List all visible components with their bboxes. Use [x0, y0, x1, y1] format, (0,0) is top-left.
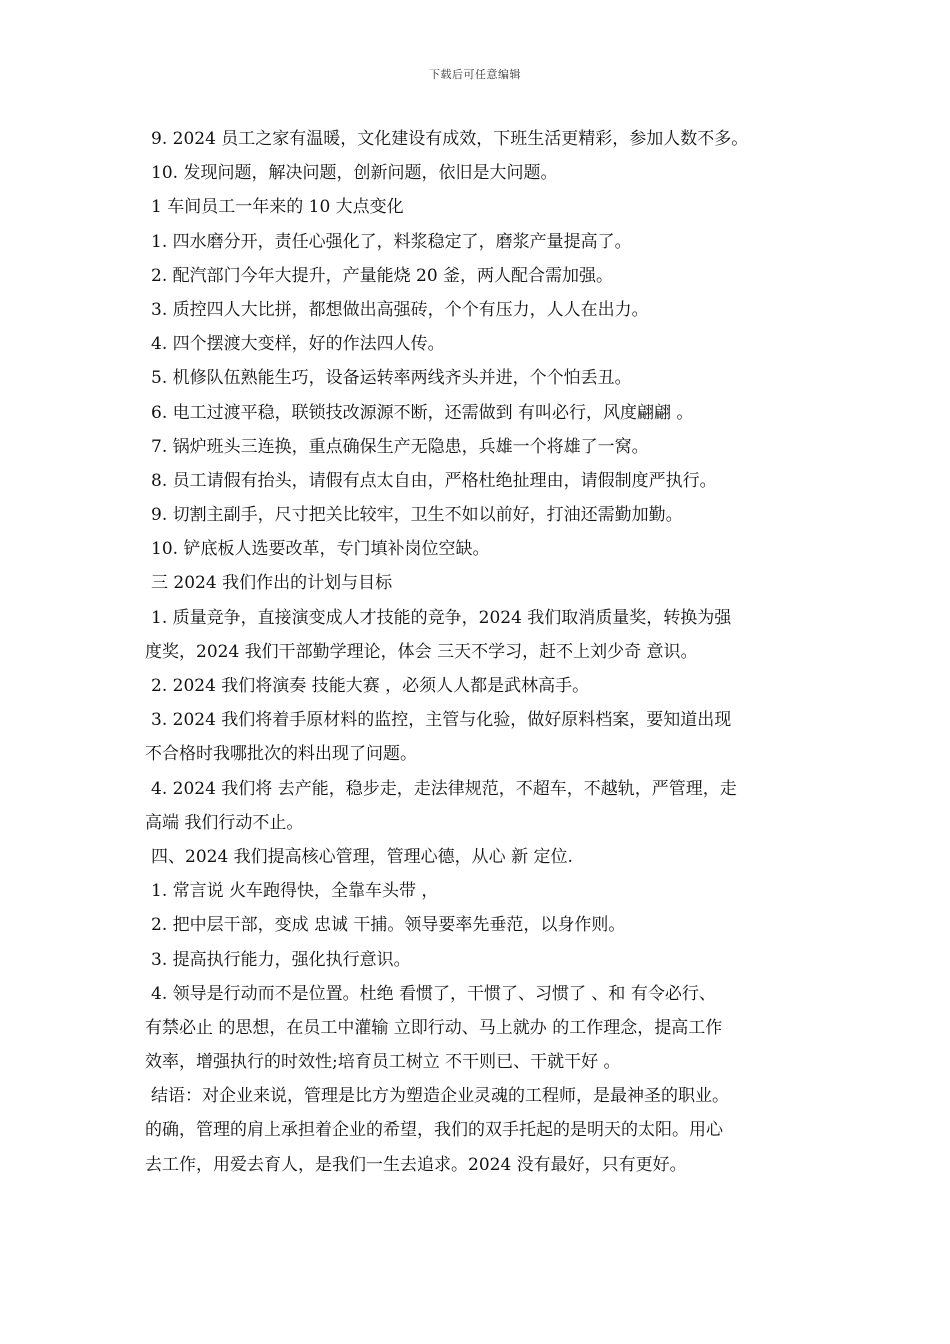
- text-line: 7. 锅炉班头三连换，重点确保生产无隐患，兵雄一个将雄了一窝。: [151, 436, 649, 457]
- text-line: 4. 2024 我们将 去产能，稳步走，走法律规范，不超车，不越轨，严管理，走: [151, 778, 737, 799]
- text-line: 2. 2024 我们将演奏 技能大赛 ，必须人人都是武林高手。: [151, 676, 590, 696]
- text-line: 3. 提高执行能力，强化执行意识。: [151, 949, 411, 970]
- text-line: 9. 2024 员工之家有温暖，文化建设有成效，下班生活更精彩，参加人数不多。: [151, 129, 749, 149]
- text-line: 四、2024 我们提高核心管理，管理心德，从心 新 定位.: [151, 846, 573, 867]
- text-line: 的确，管理的肩上承担着企业的希望，我们的双手托起的是明天的太阳。用心: [145, 1120, 723, 1141]
- text-line: 2. 配汽部门今年大提升，产量能烧 20 釜，两人配合需加强。: [151, 265, 614, 286]
- text-line: 1. 质量竞争，直接演变成人才技能的竞争，2024 我们取消质量奖，转换为强: [151, 607, 732, 628]
- text-line: 3. 质控四人大比拼，都想做出高强砖，个个有压力，人人在出力。: [151, 299, 649, 320]
- text-line: 三 2024 我们作出的计划与目标: [151, 573, 393, 594]
- text-line: 有禁必止 的思想，在员工中灌输 立即行动、马上就办 的工作理念，提高工作: [145, 1017, 723, 1038]
- text-line: 4. 领导是行动而不是位置。杜绝 看惯了，干惯了、习惯了 、和 有令必行、: [151, 983, 716, 1004]
- text-line: 4. 四个摆渡大变样，好的作法四人传。: [151, 334, 445, 355]
- text-line: 度奖，2024 我们干部勤学理论，体会 三天不学习，赶不上刘少奇 意识。: [145, 641, 698, 662]
- text-line: 效率，增强执行的时效性;培育员工树立 不干则已、干就干好 。: [145, 1052, 621, 1073]
- text-line: 10. 发现问题，解决问题，创新问题，依旧是大问题。: [151, 163, 558, 184]
- text-line: 3. 2024 我们将着手原材料的监控，主管与化验，做好原料档案，要知道出现: [151, 710, 732, 731]
- text-line: 2. 把中层干部，变成 忠诚 干捕。领导要率先垂范，以身作则。: [151, 915, 626, 936]
- document-body: [145, 122, 813, 1182]
- text-line: 去工作，用爱去育人，是我们一生去追求。2024 没有最好，只有更好。: [145, 1154, 687, 1175]
- text-line: 1 车间员工一年来的 10 大点变化: [151, 197, 404, 218]
- text-line: 10. 铲底板人选要改革，专门填补岗位空缺。: [151, 539, 490, 560]
- text-line: 1. 常言说 火车跑得快，全靠车头带 ，: [151, 881, 439, 902]
- text-line: 结语：对企业来说，管理是比方为塑造企业灵魂的工程师，是最神圣的职业。: [151, 1086, 729, 1107]
- text-line: 高端 我们行动不止。: [145, 812, 304, 833]
- header-note: 下载后可任意编辑: [429, 68, 521, 81]
- text-line: 9. 切割主副手，尺寸把关比较牢，卫生不如以前好，打油还需勤加勤。: [151, 505, 683, 526]
- text-line: 8. 员工请假有抬头，请假有点太自由，严格杜绝扯理由，请假制度严执行。: [151, 470, 717, 491]
- text-line: 5. 机修队伍熟能生巧，设备运转率两线齐头并进，个个怕丢丑。: [151, 368, 632, 389]
- text-line: 6. 电工过渡平稳，联锁技改源源不断，还需做到 有叫必行，风度翩翩 。: [151, 402, 694, 423]
- text-line: 1. 四水磨分开，责任心强化了，料浆稳定了，磨浆产量提高了。: [151, 231, 632, 252]
- text-line: 不合格时我哪批次的料出现了问题。: [145, 744, 417, 765]
